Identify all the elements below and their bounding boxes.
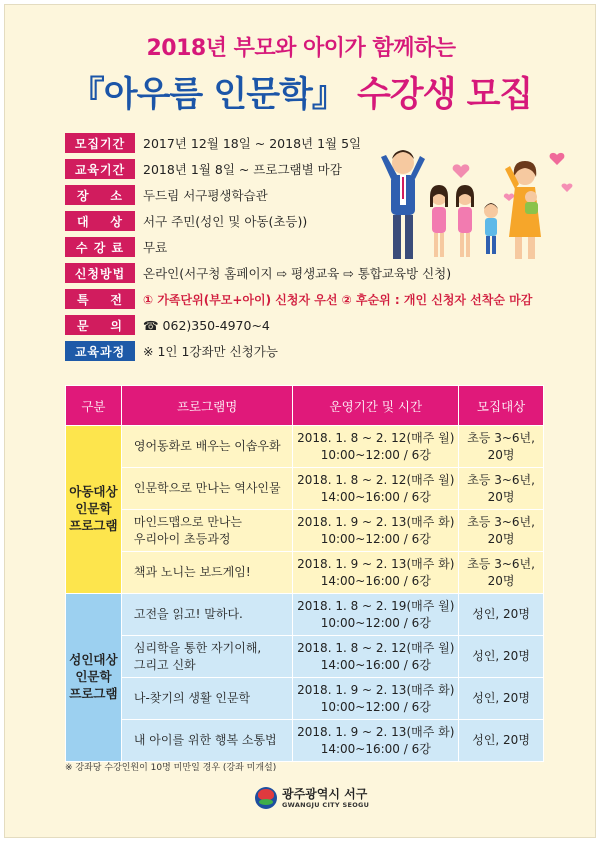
table-row bbox=[66, 468, 544, 510]
program-name: 마인드맵으로 만나는 우리아이 초등과정 bbox=[121, 510, 293, 552]
table-header: 운영기간 및 시간 bbox=[293, 386, 459, 426]
program-period: 2018. 1. 9 ~ 2. 13(매주 화) 14:00~16:00 / 6강 bbox=[293, 720, 459, 762]
info-row bbox=[65, 339, 545, 363]
title-line1: 2018년 부모와 아이가 함께하는 bbox=[146, 36, 456, 61]
program-target: 초등 3~6년, 20명 bbox=[459, 510, 544, 552]
info-label: 모집기간 bbox=[65, 133, 135, 153]
category-cell: 아동대상 인문학 프로그램 bbox=[66, 426, 122, 594]
program-period: 2018. 1. 9 ~ 2. 13(매주 화) 10:00~12:00 / 6강 bbox=[293, 678, 459, 720]
program-name: 책과 노니는 보드게임! bbox=[121, 552, 293, 594]
info-value: 서구 주민(성인 및 아동(초등)) bbox=[143, 214, 308, 229]
info-label: 수 강 료 bbox=[65, 237, 135, 257]
table-row bbox=[66, 720, 544, 762]
table-row bbox=[66, 510, 544, 552]
city-emblem-icon bbox=[255, 787, 277, 809]
info-label: 신청방법 bbox=[65, 263, 135, 283]
program-period: 2018. 1. 9 ~ 2. 13(매주 화) 14:00~16:00 / 6강 bbox=[293, 552, 459, 594]
program-target: 초등 3~6년, 20명 bbox=[459, 468, 544, 510]
info-value: ☎ 062)350-4970~4 bbox=[143, 317, 270, 333]
program-target: 초등 3~6년, 20명 bbox=[459, 426, 544, 468]
program-target: 성인, 20명 bbox=[459, 636, 544, 678]
poster bbox=[4, 4, 596, 838]
info-row bbox=[65, 287, 545, 311]
info-label: 교육기간 bbox=[65, 159, 135, 179]
info-label: 대 상 bbox=[65, 211, 135, 231]
info-value: 2017년 12월 18일 ~ 2018년 1월 5일 bbox=[143, 136, 362, 151]
info-value: 2018년 1월 8일 ~ 프로그램별 마감 bbox=[143, 162, 342, 177]
table-row bbox=[66, 594, 544, 636]
info-label: 장 소 bbox=[65, 185, 135, 205]
page-title bbox=[5, 67, 597, 117]
program-period: 2018. 1. 8 ~ 2. 19(매주 월) 10:00~12:00 / 6강 bbox=[293, 594, 459, 636]
heart-icon bbox=[562, 184, 573, 192]
family-illustration bbox=[379, 135, 579, 267]
program-table bbox=[65, 385, 544, 762]
table-header: 구분 bbox=[66, 386, 122, 426]
program-name: 고전을 읽고! 말하다. bbox=[121, 594, 293, 636]
program-target: 성인, 20명 bbox=[459, 678, 544, 720]
program-name: 나-찾기의 생활 인문학 bbox=[121, 678, 293, 720]
program-period: 2018. 1. 9 ~ 2. 13(매주 화) 10:00~12:00 / 6강 bbox=[293, 510, 459, 552]
category-cell: 성인대상 인문학 프로그램 bbox=[66, 594, 122, 762]
info-label: 교육과정 bbox=[65, 341, 135, 361]
table-row bbox=[66, 426, 544, 468]
logo-text-en: GWANGJU CITY SEOGU bbox=[282, 801, 370, 809]
program-name: 인문학으로 만나는 역사인물 bbox=[121, 468, 293, 510]
logo-text-ko: 광주광역시 서구 bbox=[282, 787, 368, 801]
program-name: 내 아이를 위한 행복 소통법 bbox=[121, 720, 293, 762]
info-value: ※ 1인 1강좌만 신청가능 bbox=[143, 344, 278, 359]
info-label: 문 의 bbox=[65, 315, 135, 335]
program-period: 2018. 1. 8 ~ 2. 12(매주 월) 10:00~12:00 / 6강 bbox=[293, 426, 459, 468]
title-main: 『아우름 인문학』 bbox=[69, 75, 346, 115]
title-sub: 수강생 모집 bbox=[345, 75, 533, 115]
program-target: 성인, 20명 bbox=[459, 594, 544, 636]
info-value: ① 가족단위(부모+아이) 신청자 우선 ② 후순위 : 개인 신청자 선착순 마감 bbox=[143, 292, 533, 307]
heart-icon bbox=[453, 164, 470, 178]
table-header: 프로그램명 bbox=[121, 386, 293, 426]
program-target: 성인, 20명 bbox=[459, 720, 544, 762]
heart-icon bbox=[550, 153, 565, 165]
footnote: ※ 강좌당 수강인원이 10명 미만일 경우 (강좌 미개설) bbox=[65, 763, 277, 773]
program-name: 심리학을 통한 자기이해, 그리고 신화 bbox=[121, 636, 293, 678]
program-period: 2018. 1. 8 ~ 2. 12(매주 월) 14:00~16:00 / 6강 bbox=[293, 468, 459, 510]
info-label: 특 전 bbox=[65, 289, 135, 309]
program-name: 영어동화로 배우는 이솝우화 bbox=[121, 426, 293, 468]
program-period: 2018. 1. 8 ~ 2. 12(매주 월) 14:00~16:00 / 6강 bbox=[293, 636, 459, 678]
info-value: 두드림 서구평생학습관 bbox=[143, 188, 268, 203]
info-row bbox=[65, 313, 545, 337]
logo bbox=[255, 787, 369, 809]
table-row bbox=[66, 678, 544, 720]
info-value: 온라인(서구청 홈페이지 ⇨ 평생교육 ⇨ 통합교육방 신청) bbox=[143, 266, 452, 281]
table-header: 모집대상 bbox=[459, 386, 544, 426]
program-target: 초등 3~6년, 20명 bbox=[459, 552, 544, 594]
info-value: 무료 bbox=[143, 240, 168, 255]
table-row bbox=[66, 636, 544, 678]
heart-icon bbox=[504, 194, 514, 201]
table-row bbox=[66, 552, 544, 594]
